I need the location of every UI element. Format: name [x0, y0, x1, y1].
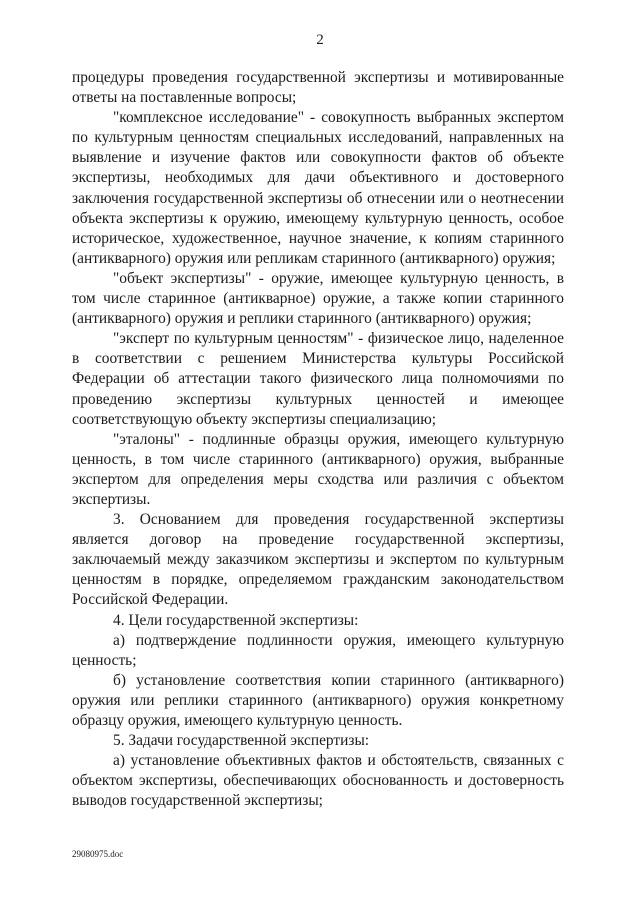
page-number: 2: [316, 32, 324, 48]
clause-3-basis: 3. Основанием для проведения государственной экспертизы является договор на проведение государственной экспертизы, заключаемый между заказчиком экспертизы и экспертом по культурным ценностям в порядке, определяемом гражданским законодательством Российской Федерации.: [72, 511, 564, 609]
document-body: [72, 68, 564, 811]
definition-expertise-object: "объект экспертизы" - оружие, имеющее культурную ценность, в том числе старинное (антикварное) оружие, а также копии старинного (антикварного) оружия и реплики старинного (антикварного) оружия;: [72, 269, 564, 328]
clause-4-heading: 4. Цели государственной экспертизы:: [113, 611, 359, 629]
definition-standards: "эталоны" - подлинные образцы оружия, имеющего культурную ценность, в том числе старинного (антикварного) оружия, выбранные экспертом для определения меры сходства или различия с объектом экспертизы.: [72, 430, 564, 508]
clause-4-item-b: б) установление соответствия копии старинного (антикварного) оружия или реплики старинного (антикварного) оружия конкретному образцу оружия, имеющего культурную ценность.: [72, 671, 564, 729]
definition-complex-research: "комплексное исследование" - совокупность выбранных экспертом по культурным ценностям специальных исследований, направленных на выявление и изучение фактов или совокупности фактов об объекте экспертизы, необходимых для дачи объективного и достоверного заключения государственной экспертизы об отнесении или о неотнесении объекта экспертизы к оружию, имеющему культурную ценность, особое историческое, художественное, научное значение, к копиям старинного (антикварного) оружия или репликам старинного (антикварного) оружия;: [72, 109, 564, 267]
clause-5-item-a: а) установление объективных фактов и обстоятельств, связанных с объектом экспертизы, обеспечивающих обоснованность и достоверность выводов государственной экспертизы;: [72, 752, 564, 810]
document-code: 29080975.doc: [72, 849, 124, 859]
clause-5-heading: 5. Задачи государственной экспертизы:: [113, 732, 370, 750]
clause-4-item-a: а) подтверждение подлинности оружия, имеющего культурную ценность;: [72, 631, 564, 669]
paragraph-continuation: процедуры проведения государственной экспертизы и мотивированные ответы на поставленные вопросы;: [72, 69, 564, 107]
definition-cultural-values-expert: "эксперт по культурным ценностям" - физическое лицо, наделенное в соответствии с решением Министерства культуры Российской Федерации об аттестации такого физического лица полномочиями по проведению экспертизы культурных ценностей и имеющее соответствующую объекту экспертизы специализацию;: [72, 330, 564, 428]
